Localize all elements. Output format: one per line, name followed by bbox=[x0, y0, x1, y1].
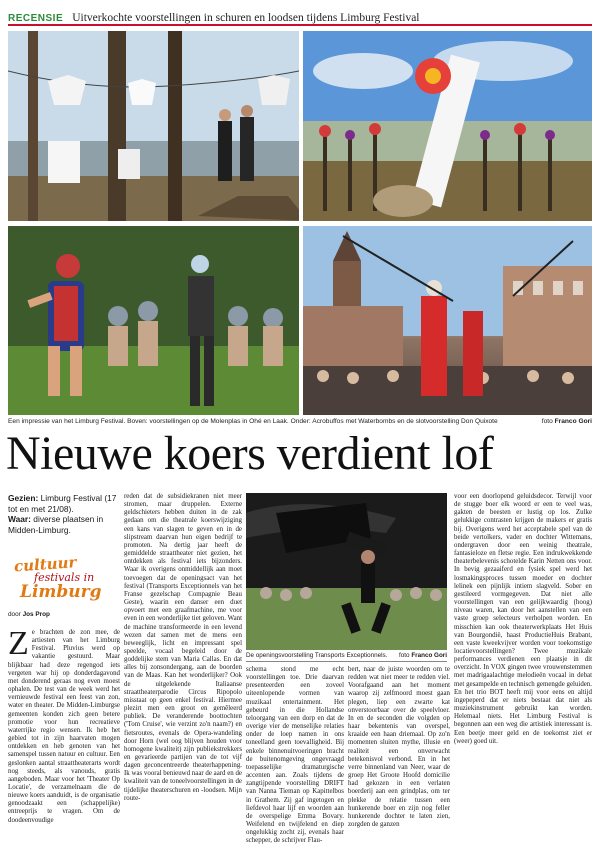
photo-acrobuffos bbox=[8, 226, 299, 415]
photo-caption bbox=[8, 418, 592, 426]
article-title: Nieuwe koers verdient lof bbox=[6, 427, 494, 480]
inline-photo-credit bbox=[399, 652, 447, 659]
photo-molenplas-shirts bbox=[8, 31, 299, 221]
byline-name: Jos Prop bbox=[22, 611, 50, 618]
byline-prefix: door bbox=[8, 611, 21, 618]
seen-label: Gezien: bbox=[8, 493, 39, 503]
caption-divider bbox=[246, 661, 447, 662]
article-column-4: bert, naar de juiste woorden om te redden wat niet meer te redden viel. Voorafgaand aan het moment waarop zij zelfmoord moest gaan plegen, liep een zwarte kat onverstoorbaar over de speelvloer. In en de seconden die volgden op haar bekentenis van overspel, kraaide een haan driemaal. Op zo'n momenten sluiten mythe, illusie en realiteit een onverwacht betekenisvol verbond. En in het verre binnenland van Neer, waar de groep Het Groote Hoofd domicilie had gekozen in een verlaten boerderij aan een grindplas, om ter plekke de relatie tussen een hunkerende boer en zijn nog feller hunkerende dochter te laten zien, zorgden de ganzen bbox=[348, 666, 450, 828]
article-column-5: voor een doorlopend geluidsdecor. Terwijl voor de stugge boer elk woord er een te veel was, gakten de beesten er lustig op los. Zulke gelukkige contrasten krijgen de makers er gratis bij. Overigens werd het acceptabele spel van de beide vertolkers, vader en dochter Wittemans, ondergraven door een weinig theatrale, fantasieloze en fletse regie. Een indrukwekkende theaterbelevenis schotelde Karin Netten ons voor. In bevig gezaaiferd en fysiek spel werd het losmakingsproces tussen moeder en dochter lelinek een pijnlijk intiem slagveld. Sober en gestileerd vormgegeven. Dat niet alle voorstellingen van een gelijkwaardig (hoog) niveau waren, kan door het aanstellen van een vaste groep selecteurs verholpen worden. En misschien kan ook theaterwerkplaats Het Huis van Bourgondië, haast ProductieHuis Brabant, een vaste kweekvijver worden voor toekomstige locatievoorstellingen? Twee muzikale performances verdienen een plaatsje in dit overzicht. In VOX gingen twee vrouwenstemmen met madrigaalachtige melodieën vocaal in debat met gesampelde en technisch gemengde geluiden. En het trio BOT heeft mij voor eens en altijd ingepeperd dat er niets bestaat dat niet als muziekinstrument gebruikt kan worden. Helemaal niets. Het Limburg Festival is begonnen aan een weg die artistiek interessant is. Een beetje meer geld en de toekomst ziet er (weer) goed uit. bbox=[454, 493, 592, 745]
byline bbox=[8, 611, 50, 618]
photo-credit-name: Franco Gori bbox=[554, 418, 592, 425]
article-header bbox=[8, 6, 592, 26]
inline-photo-credit-label: foto bbox=[399, 652, 410, 659]
seen-value: Limburg Festival (17 tot en met 21/08). bbox=[8, 493, 117, 514]
dropcap: Z bbox=[8, 625, 29, 662]
logo-line-2: festivals in bbox=[34, 571, 95, 584]
logo-line-1: cultuur bbox=[13, 553, 77, 576]
inline-photo-caption bbox=[246, 652, 447, 659]
where-value: diverse plaatsen in Midden-Limburg. bbox=[8, 514, 104, 535]
article-column-1 bbox=[8, 625, 120, 825]
photo-credit bbox=[542, 418, 592, 426]
event-info bbox=[8, 493, 120, 535]
section-kicker: RECENSIE bbox=[8, 13, 64, 24]
column-1-text: e brachten de zon mee, de artiesten van het Limburg Festival. Pluvius werd op vakantie gestuurd. Maar blijkbaar had deze regengod iets vergeten war hij op donderdagavond met donderend geraas nog even moest ophalen. De test van de week werd het vernieuwde festival een feest van zon, water en theater. De Midden-Limburgse gemeenten konden zich geen betere promotie voor hun recreatieve waterrijke regio wensen. Ik heb het gebied tot in zijn haarvaten mogen ontdekken en heb genoten van het samenspel tussen natuur en cultuur. Een geslonken aantal straattheaterarts wordt nog steeds, als vanouds, gratis aangeboden. Maar voor het 'Theater Op Locatie', de verzamelnaam die de nieuwe koers aanduidt, is de organisatie genoodzaakt een (schappelijke) entreeprijs te vragen. Om de doodeenvoudige bbox=[8, 629, 120, 824]
photo-transports-exceptionnels bbox=[246, 493, 447, 650]
article-column-2: reden dat de subsidiekranen niet meer stromen, maar druppelen. Externe geldschieters hebben duiten in de zak gedaan om die theatrale koerswijziging een kans van slagen te geven en in de slipstream daarvan hun eigen bedrijf te promoten. Na dertig jaar heeft de gemiddelde straattheater niet gezien, het ontdekken als festival iets bijzonders. Waar ik overigens onmiddellijk aan moet toevoegen dat de openingsact van het festival (Transports Exceptionnels van het Franse gezelschap Compagnie Beau Geste), waarin een danser een duet opvoert met een graafmachine, me voor even in een wonderlijke tiet geloven. Want de machine transformeerde in een levend wezen dat samen met de mens een beweeglijk, licht en impressant spel speelde, vocaal begeleid door de goddelijke stem van Maria Callas. En dat alles bij zonsondergang, aan de boorden van de Maas. Kan het wonderlijker? Ook de uitgelekende Italiaanse straattheaterparodie Circus Ripopolo misstaat op geen enkel festival. Hiermee plezirt men een groot en gemêleerd publiek. De veranderende boottochten ('Tom Cruise', wie verzint zo'n naam?) en fietsroutes, evenals de Opera-wandeling door Horn (wel oog blijven houden voor homogene kwaliteit) zijn publiekstrekkers en gevarieerde partijen van de tot vijf dagen geconcentreerde theaterhappening. Ik was vooral benieuwd naar de aard en de kwaliteit van de toneelvoorstellingen in de tijdelijke theaterschuren en -loodsen. Mijn route- bbox=[124, 493, 242, 802]
article-column-3: schema stond me echt voorstellingen toe. Drie daarvan presenteerden een zoveel uiteenlopende vormen van muzikaal entertainment. Het gebeurd in die Hollandse teloorgang van een dorp en dat de overige vier de menselijke relaties onder de loep namen in ons toneelland geen toevalligheid. Bij enkele binnenuitvoeringen bracht de buitenomgeving ongevraagd toepasselijke dramaturgische accenten aan. Zoals tijdens de zangtijpende voorstelling DRIFT van Nanna Tieman op Kapittelbos in Grathem. Zij gaf ingetogen en liefdevol haar lijf en woorden aan de overspelige Emma Bovary. Weifelend en twijfelend en diep ongelukkig zocht zij, evenals haar schepper, de schrijver Flau- bbox=[246, 666, 344, 845]
header-headline: Uitverkochte voorstellingen in schuren en loodsen tijdens Limburg Festival bbox=[72, 12, 420, 24]
logo-line-3: Limburg bbox=[20, 582, 102, 602]
photo-credit-label: foto bbox=[541, 418, 553, 425]
photo-caption-text: Een impressie van het Limburg Festival. Boven: voorstellingen op de Molenplas in Ohé en Laak. Onder: Acrobuffos met Waterbombs en de slotvoorstelling Don Quixote bbox=[8, 418, 498, 425]
inline-photo-caption-text: De openingsvoorstelling Transports Exceptionnels. bbox=[246, 652, 388, 659]
where-label: Waar: bbox=[8, 514, 31, 525]
inline-photo-credit-name: Franco Gori bbox=[411, 652, 447, 659]
festival-logo bbox=[13, 553, 114, 604]
photo-molenplas-pinwheels bbox=[303, 31, 592, 221]
photo-don-quixote bbox=[303, 226, 592, 415]
